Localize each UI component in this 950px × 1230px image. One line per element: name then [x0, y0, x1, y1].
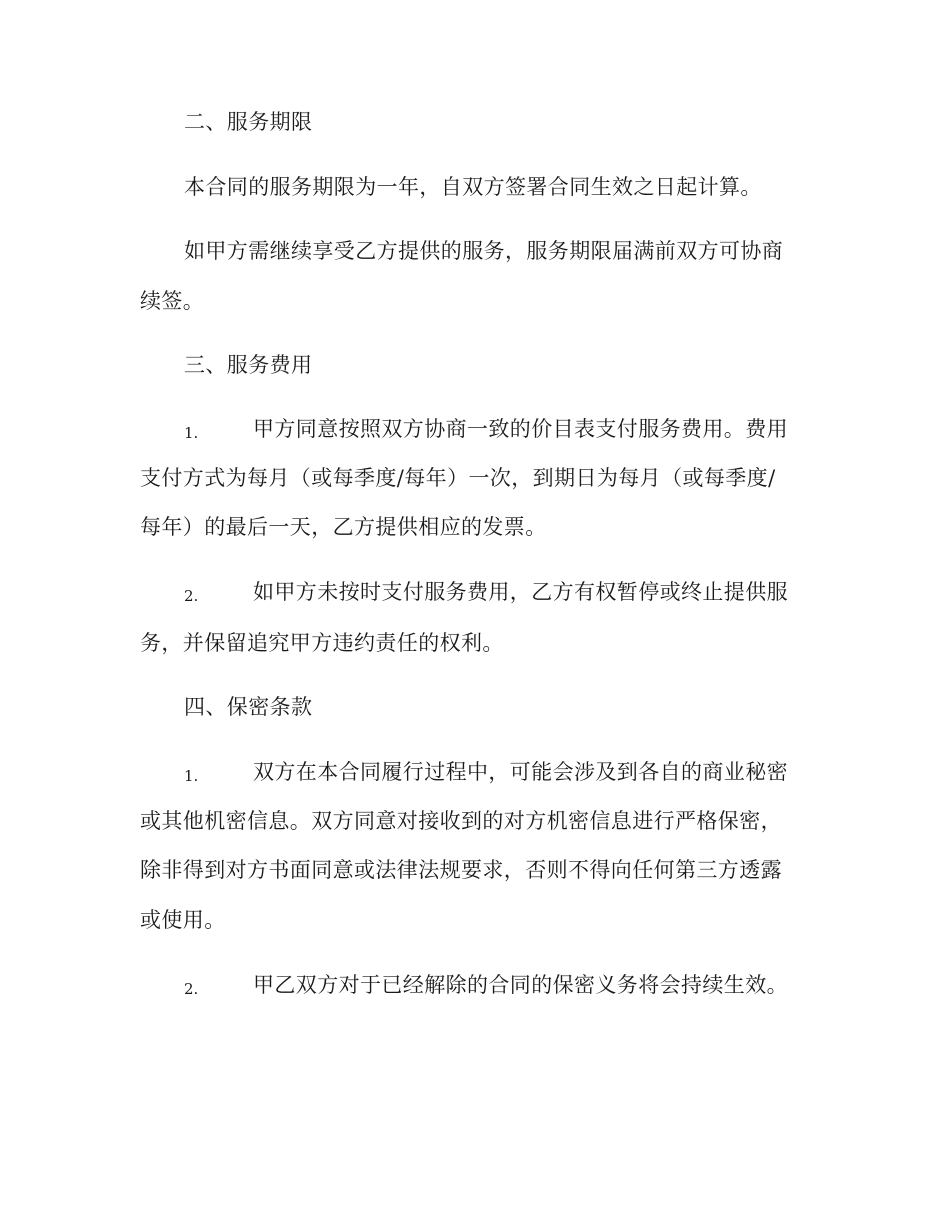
- paragraph-renewal-line-2: 续签。: [140, 289, 205, 313]
- list-number: 1.: [184, 767, 199, 785]
- list-number: 2.: [184, 980, 199, 998]
- confidentiality-item-1-line-1: 双方在本合同履行过程中，可能会涉及到各自的商业秘密: [253, 760, 788, 784]
- confidentiality-item-2-line-1: 甲乙双方对于已经解除的合同的保密义务将会持续生效。: [253, 973, 788, 997]
- paragraph-renewal-line-1: 如甲方需继续享受乙方提供的服务，服务期限届满前双方可协商: [184, 239, 784, 263]
- fees-item-1-line-2: 支付方式为每月（或每季度/每年）一次，到期日为每月（或每季度/: [140, 466, 776, 490]
- fees-item-1-line-1: 甲方同意按照双方协商一致的价目表支付服务费用。费用: [253, 417, 788, 441]
- paragraph-service-term: 本合同的服务期限为一年，自双方签署合同生效之日起计算。: [184, 175, 762, 199]
- section-heading-service-fees: 三、服务费用: [184, 353, 313, 377]
- fees-item-1-line-3: 每年）的最后一天，乙方提供相应的发票。: [140, 515, 547, 539]
- confidentiality-item-1-line-3: 除非得到对方书面同意或法律法规要求，否则不得向任何第三方透露: [140, 858, 782, 882]
- confidentiality-item-1-line-2: 或其他机密信息。双方同意对接收到的对方机密信息进行严格保密，: [140, 809, 782, 833]
- list-number: 1.: [184, 424, 199, 442]
- fees-item-2-line-1: 如甲方未按时支付服务费用，乙方有权暂停或终止提供服: [253, 580, 788, 604]
- section-heading-confidentiality: 四、保密条款: [184, 695, 313, 719]
- confidentiality-item-1-line-4: 或使用。: [140, 908, 226, 932]
- section-heading-service-term: 二、服务期限: [184, 110, 313, 134]
- list-number: 2.: [184, 587, 199, 605]
- fees-item-2-line-2: 务，并保留追究甲方违约责任的权利。: [140, 631, 504, 655]
